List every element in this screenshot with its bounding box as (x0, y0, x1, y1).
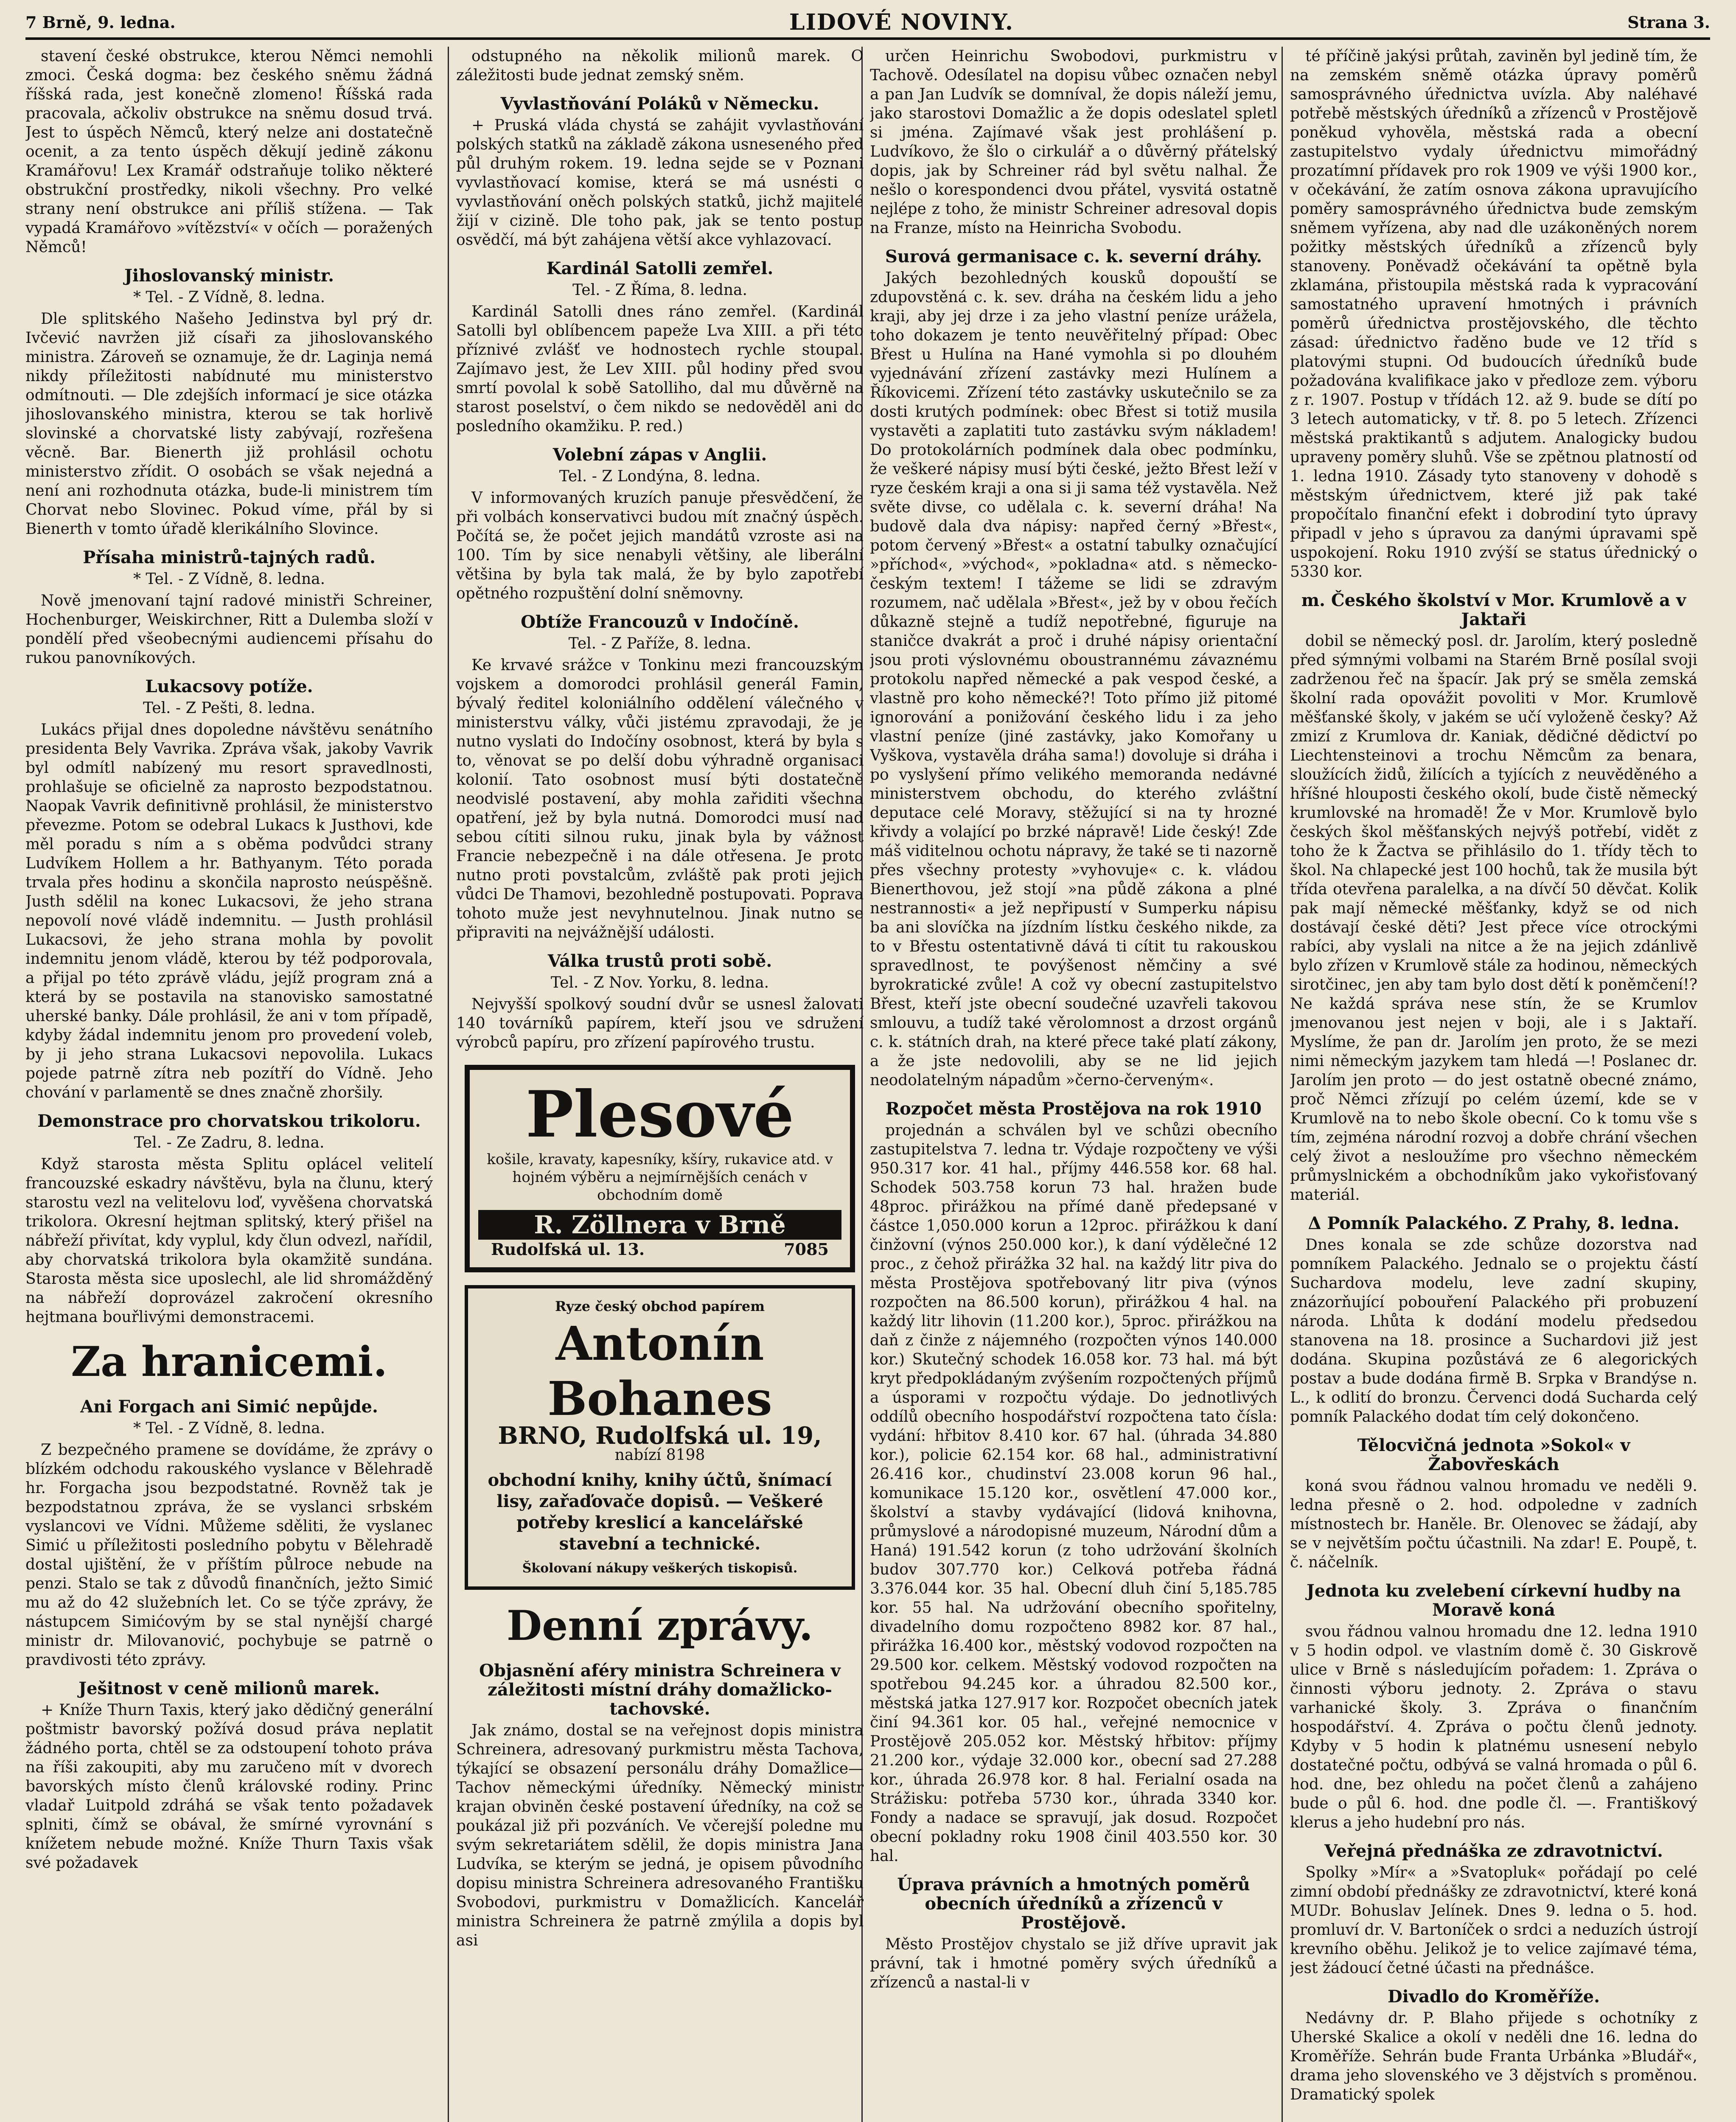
headline: Jihoslovanský ministr. (124, 266, 334, 286)
ad-number: 8198 (666, 1446, 705, 1464)
article-text: Dnes konala se zde schůze dozorstva nad pomníkem Palackého. Jednalo se o projektu částí Suchardova modelu, leve zadní skupiny, znázorňující pobouření Palackého při probuzení národa. Lhůta k dodání modelu předsedou stanovena na 18. prosince a Suchardovi již jest dodána. Skupina pozůstává ze 6 alegorických postav a bude dodána firmě B. Srpka v Brandýse n. L., k odlití do bronzu. Červenci dodá Sucharda celý pomník Palackého dodat tím celý dokončeno. (1290, 1236, 1697, 1426)
ad-bottom-line: Školovaní nákupy veškerých tiskopisů. (522, 1561, 798, 1576)
masthead (25, 9, 1710, 35)
masthead-rule (25, 37, 1710, 40)
dateline: Tel. - Z Nov. Yorku, 8. ledna. (550, 974, 769, 991)
headline: Objasnění aféry ministra Schreinera v záležitosti místní dráhy domažlicko-tachovské. (479, 1661, 841, 1719)
advertisement-plesove (465, 1065, 855, 1272)
article-text: odstupného na několik milionů marek. O záležitosti bude jednat zemský sněm. (456, 48, 864, 84)
headline: Rozpočet města Prostějova na rok 1910 (885, 1099, 1262, 1119)
headline: Surová germanisace c. k. severní dráhy. (885, 247, 1262, 267)
dateline: Tel. - Z Londýna, 8. ledna. (559, 468, 761, 485)
article-text: Jak známo, dostal se na veřejnost dopis ministra Schreinera, adresovaný purkmistru města Tachova, týkající se obsazení personálu dráhy Domažlice—Tachov německými úředníky. Německý ministr krajan obviněn české postavení úředníky, na což se poukázal již při pozváních. Ve včerejší poledne mu svým sekretariátem sdělil, že dopis ministra Jana Ludvíka, se kterým se jedná, je opisem původního dopisu ministra Schreinera adresovaného Františku Svobodovi, purkmistru v Domažlicích. Kancelář ministra Schreinera že patrně zmýlila a dopis byl asi (456, 1722, 864, 1949)
section-title: Denní zprávy. (506, 1602, 813, 1650)
ad-street: Rudolfská ul. 13. (491, 1240, 645, 1259)
ad-sub: nabízí (614, 1446, 662, 1464)
article-text: Jakých bezohledných kousků dopouští se zdupovstěná c. k. sev. dráha na českém lidu a jeho kraji, aby jej drze i za jeho vlastní peníze urážela, toho dokazem je tento neuvěřitelný případ: Obec Břest u Hulína na Hané vymohla si po dlouhém vyjednávání zřízení zastávky mezi Hulínem a Říkovicemi. Zřízení této zastávky uskutečnilo se za dosti krutých podmínek: obec Břest si totiž musila vystavěti a zaplatiti tuto zastávku svým nákladem! Do protokolárních podmínek dala obec podmínku, že veškeré nápisy musí býti české, ježto Břest leží v ryze českém kraji a ona si ji sama též vystavěla. Než světe divse, co udělala c. k. severní dráha! Na budově dala dva nápisy: napřed černý »Břest«, potom červený »Břest« a ostatní tabulky označující »příchod«, »východ«, »pokladna« atd. s německo-českým textem! I tážeme se lidi se zdravým rozumem, nač udělala »Břest«, jež by v obou řečích důkazně stejně a tudíž nepotřebné, figuruje na staničce dvakrát a proč i druhé nápisy orientační jsou proti výslovnému oboustrannému závaznému protokolu napřed německé a pak vespod české, a vlastně pro koho německé?! Toto přímo již pitomé ignorování a ponižování českého lidu i za jeho vlastní peníze (jiné zastávky, jako Komořany u Vyškova, vystavěla dráha sama!) dovoluje si dráha i po vyslyšení přímo velikého memoranda nedávné ministerstvem obchodu, do kterého zvláštní deputace celé Moravy, stěžující si na ty hrozné křivdy a volající po brzké nápravě! Lide český! Zde máš viditelnou ochotu nápravy, že také se ti nazorně přes všechny protesty »vyhovuje« c. k. vládou Bienerthovou, jež stojí »na půdě zákona a plné nestrannosti« a jež nepřipustí v Sumperku nápisu ba ani slovíčka na jízdním lístku českého nikde, za to v Břestu ostentativně dává ti cítit tu rakouskou spravedlnost, te povýšenost němčiny a své byrokratické zvůle! A což vy obecní zastupitelstvo Břest, kteří jste obecní soudečné uzavřeli takovou smlouvu, a tudíž také věrolomnost a drzost orgánů c. k. státních drah, na které přece také platí zákony, a že jste nedovolili, aby se ne lid jejich neodolatelným nápadům »černo-červeným«. (870, 269, 1277, 1089)
headline: Přísaha ministrů-tajných radů. (83, 547, 376, 567)
dateline: Tel. - Z Pešti, 8. ledna. (143, 699, 315, 717)
column-divider (1282, 47, 1283, 2122)
section-title: Za hranicemi. (71, 1338, 387, 1386)
dateline: Tel. - Z Paříže, 8. ledna. (568, 635, 752, 652)
dateline: Tel. - Ze Zadru, 8. ledna. (134, 1134, 325, 1151)
article-text: dobil se německý posl. dr. Jarolím, který posledně před sýmnými volbami na Starém Brně posílal svoji zadrženou řeč na špacír. Jak prý se směla zemská školní rada opovážit povoliti v Mor. Krumlově měšťanské školy, v jakém se učí vyloženě česky? Až zmizí z Krumlova dr. Kaniak, dědičné dědictví po Liechtensteinovi a trochu Němcům za benara, sloužících židů, žilících a tyjících z neuvěděného a hříšné hlouposti českého okolí, bude čistě německý krumlovské na hromadě! Že v Mor. Krumlově bylo českých škol měšťanských nejvýš potřebí, vidět z toho že k Žactva se přihlásilo do 1. třídy těch to škol. Na chlapecké jest 100 hochů, tak že musila být třída otevřena paralelka, a na dívčí 50 děvčat. Kolik pak mají německé měšťanky, když se od nich dostávají české děti? Jest přece více otrockými rabíci, aby vyslali na nitce a že na jejich zdánlivě bylo zřízen v Krumlově stále za hodinou, německých sirotčinec, jen aby tam bylo dost dětí k poněmčení!? Ne každá správa nese stín, že se Krumlov jmenovanou jest nejen v boji, ale i s Jaktaří. Myslíme, že pan dr. Jarolím jen proto, že se mezi nimi německým jazykem tam hledá —! Poslanec dr. Jarolím jen proto — do jest ostatně obecné známo, proč Němci zřízují po celém území, kde se v Krumlově na to nebo škole obecní. Co k tomu vše s tím, zejména národní rozvoj a dobře chrání všechen celý život a nesloužíme pro všechno německém průmyslnickém a obchodníkům jako vykořisťovaný materiál. (1290, 632, 1697, 1204)
article-text: V informovaných kruzích panuje přesvědčení, že při volbách konservativci budou mít značný úspěch. Počítá se, že počet jejich mandátů vzroste asi na 100. Tím by sice nenabyli většiny, ale liberální většina by byla tak malá, že by bylo zapotřebí opětného rozpuštění dolní sněmovny. (456, 489, 864, 602)
article-text: Lukács přijal dnes dopoledne návštěvu senátního presidenta Bely Vavrika. Zpráva však, jakoby Vavrik byl odmítl nabízený mu resort spravedlnosti, prohlašuje se oficielně za naprosto bezpodstatnou. Naopak Vavrik definitivně prohlásil, že ministerstvo převezme. Potom se odebral Lukacs k Justhovi, kde měl poradu s ním a s oběma podvůdci strany Ludvíkem Hollem a hr. Bathyanym. Této porada trvala přes hodinu a skončila naprosto neúspěšně. Justh sdělil na konec Lukacsovi, že jeho strana nepovolí nové vládě indemnitu. — Justh prohlásil Lukacsovi, že jeho strana mohla by povolit indemnitu jenom vládě, kterou by též podporovala, a přijal po této zprávě vládu, jejíž program zná a která by se postavila na stanovisko samostatné uherské banky. Dále prohlásil, že ani v tom případě, kdyby žádal indemnitu jenom pro provedení voleb, by ji jeho strana Lukacsovi nepovolila. Lukacs pojede patrně zítra neb pozítří do Vídně. Jeho chování v parlamentě se dnes značně zhoršily. (25, 721, 433, 1101)
headline: Ješitnost v ceně milionů marek. (79, 1679, 380, 1698)
article-text: Ke krvavé srážce v Tonkinu mezi francouzským vojskem a domorodci prohlásil generál Famin, bývalý ředitel koloniálního oddělení válečného v ministerstvu války, vůči jistému zpravodaji, že je nutno vyslati do Indočíny osobnost, která by byla s to, věnovat se po delší dobu výhradně organisaci kolonií. Tato osobnost musí býti dostatečně neodvislé postavení, aby mohla zařiditi všechna opatření, jež by byla nutná. Domorodci musí nad sebou cítiti silnou ruku, jinak byla by vážnost Francie nebezpečně i na dále otřesena. Je proto nutno proti povstalcům, zvláště pak proti jejich vůdci De Thamovi, bezohledně postupovati. Poprava tohoto muže jest nevyhnutelnou. Jinak nutno se připraviti na nejvážnější události. (456, 657, 864, 941)
ad-title: Antonín Bohanes (547, 1316, 772, 1426)
headline: Válka trustů proti sobě. (547, 951, 772, 971)
dateline: * Tel. - Z Vídně, 8. ledna. (133, 570, 325, 588)
headline: Tělocvičná jednota »Sokol« v Žabovřeskách (1357, 1435, 1630, 1474)
dateline: * Tel. - Z Vídně, 8. ledna. (133, 289, 325, 306)
article-text: Dle splitského Našeho Jedinstva byl prý dr. Ivčević navržen již císaři za jihoslovanského ministra. Zároveň se oznamuje, že dr. Laginja nemá nikdy příležitosti nabídnuté mu ministerstvo odmítnouti. — Dle zdejších informací je sice otázka jihoslovanského ministra, kterou se tak horlivě slovinské a chorvatské listy zabývají, rozřešena věcně. Bar. Bienerth již prohlásil ochotu ministerstvo zřídit. O osobách se však nejedná a není ani rozhodnuta otázka, bude-li ministrem tím Chorvat nebo Slovinec. Pokud víme, přál by si Bienerth v tomto úřadě klerikálního Slovince. (25, 310, 433, 538)
page-number: Strana 3. (1627, 12, 1710, 32)
newspaper-title: LIDOVÉ NOVINY. (789, 9, 1014, 35)
article-text: + Kníže Thurn Taxis, který jako dědičný generální poštmistr bavorský požívá dosud práva neplatit žádného porta, chtěl se za odstoupení tohoto práva na říši zakoupiti, aby mu zaručeno mít v dvorech bavorských místo členů královské rodiny. Princ vladař Luitpold zdráhá se však tento požadavek splniti, čímž se obával, že smírné vyrovnání s knížetem nebude možné. Kníže Thurn Taxis však své požadavek (25, 1701, 433, 1872)
headline: Δ Pomník Palackého. Z Prahy, 8. ledna. (1308, 1213, 1680, 1233)
ad-address: BRNO, Rudolfská ul. 19, (498, 1422, 822, 1450)
article-text: Když starosta města Splitu oplácel velitelí francouzské eskadry návštěvu, byla na člunu, který starostu vezl na velitelovu loď, vyvěšena chorvatská trikolora. Okresní hejtman splitský, který přišel na nábřeží přivítat, kdy vyplul, kdy člun odvezl, nařídil, aby chorvatská trikolora byla okamžitě sundána. Starosta města sice uposlechl, ale lid shromážděný na nábřeží doprovázel zakročení okresního hejtmana bouřlivými demonstracemi. (25, 1156, 433, 1326)
headline: Lukacsovy potíže. (145, 676, 313, 696)
headline: m. Českého školství v Mor. Krumlově a v Jaktaři (1301, 590, 1686, 629)
dateline: Tel. - Z Říma, 8. ledna. (572, 281, 747, 299)
article-text: Město Prostějov chystalo se již dříve upravit jak právní, tak i hmotné poměry svých úředníků a zřízenců a nastal-li v (870, 1936, 1277, 1991)
article-text: Nejvyšší spolkový soudní dvůr se usnesl žalovati 140 továrníků papírem, kteří jsou ve sdružení výrobců papíru, pro zřízení papírového trustu. (456, 996, 864, 1051)
column-4 (1290, 47, 1697, 2122)
article-text: Kardinál Satolli dnes ráno zemřel. (Kardinál Satolli byl oblíbencem papeže Lva XIII. a při této příznivé zvlášť ve hodnostech rychle stoupal. Zajímavo jest, že Lev XIII. půl hodiny před svou smrtí povolal k sobě Satolliho, dal mu důvěrně na starost poselství, o čem nikdo se nedověděl ani do posledního okamžiku. P. red.) (456, 303, 864, 435)
ad-address (478, 1240, 841, 1259)
headline: Obtíže Francouzů v Indočíně. (521, 612, 799, 632)
ad-number: 7085 (784, 1240, 829, 1259)
headline: Ani Forgach ani Simić nepůjde. (80, 1397, 378, 1417)
headline: Vyvlastňování Poláků v Německu. (500, 94, 819, 114)
headline: Divadlo do Kroměříže. (1387, 1987, 1600, 2007)
ad-title: Plesové (525, 1077, 794, 1152)
article-text: projednán a schválen byl ve schůzi obecního zastupitelstva 7. ledna tr. Výdaje rozpočteny ve výši 950.317 kor. 41 hal., příjmy 446.558 kor. 68 hal. Schodek 503.758 korun 73 hal. hražen bude 48proc. přirážkou na přímé daně předepsané v částce 1,050.000 korun a 12proc. přirážkou k daní činžovní (výnos 250.000 kor.), k daní výdělečné 12 proc., z čehož přirážka 32 hal. na každý litr piva do města Prostějova spotřebovaný litr piva (výnos rozpočten na 86.500 korun), přirážkou 4 hal. na každý litr lihovin (11.200 kor.), 5proc. přirážkou na daň z činže z nájemného (rozpočten výnos 140.000 kor.) Skutečný schodek 16.058 kor. 73 hal. má být kryt předpokládaným zvýšením rozpočtených příjmů a úsporami v rozpočtu výdaje. Do jednotlivých oddílů obecního hospodářství rozpočtena tato čísla: vydání: hřbitov 8.410 kor. 67 hal. (úhrada 34.880 kor.), policie 62.154 kor. 68 hal., administrativní 26.416 kor., chudinství 23.008 korun 96 hal., komunikace 15.120 kor., osvětlení 47.000 kor., školství a stavby vydávající (lidová knihovna, průmyslové a národopisné muzeum, Národní dům a Haná) 191.542 korun (z toho udržování školních budov 307.770 kor.) Celková potřeba řádná 3.376.044 kor. 35 hal. Obecní dluh činí 5,185.785 kor. 55 hal. Na udržování obecního spořitelny, divadelního domu rozpočteno 8982 kor. 87 hal., přirážka 16.400 kor., městský vodovod rozpočten na 29.500 kor. celkem. Městský vodovod rozpočten na spotřebou 94.245 kor. a úhradou 82.500 kor., městská jatka 127.917 kor. Rozpočet obecních jatek činí 94.361 kor. 05 hal., veřejné nemocnice v Prostějově 205.052 kor. Městský hřbitov: příjmy 21.200 kor., výdaje 32.000 kor., obecní sad 27.288 kor., úhrada 26.978 kor. 8 hal. Ferialní osada na Strážisku: potřeba 5730 kor., úhrada 3340 kor. Fondy a nadace se spravují, jak dosud. Rozpočet obecní pokladny roku 1908 činil 403.550 kor. 30 hal. (870, 1122, 1277, 1865)
article-text: Nedávny dr. P. Blaho přijede s ochotníky z Uherské Skalice a okolí v neděli dne 16. ledna do Kroměříže. Sehrán bude Franta Urbánka »Bludář«, drama jeho slovenského ve 3 dějstvích s proměnou. Dramatický spolek (1290, 2010, 1697, 2103)
headline: Volební zápas v Anglii. (552, 445, 767, 465)
ad-top-line: Ryze český obchod papírem (555, 1298, 765, 1314)
article-text: Spolky »Mír« a »Svatopluk« pořádají po celé zimní období přednášky ze zdravotnictví, které koná MUDr. Bohuslav Jelínek. Dnes 9. ledna o 5. hod. promluví dr. V. Bartoníček o srdci a neduzích ústrojí krevního oběhu. Jelikož je to velice zajímavé téma, jest žádoucí četné účasti na přednášce. (1290, 1864, 1697, 1977)
column-2 (456, 47, 864, 2122)
headline: Veřejná přednáška ze zdravotnictví. (1324, 1841, 1663, 1861)
article-text: Nově jmenovaní tajní radové ministři Schreiner, Hochenburger, Weiskirchner, Ritt a Dulemba složí v pondělí před všeobecnými audiencemi přísahu do rukou panovníkových. (25, 592, 433, 667)
article-text: té příčině jakýsi průtah, zaviněn byl jedině tím, že na zemském sněmě otázka úpravy poměrů samosprávného úřednictva uvízla. Aby naléhavé potřebě městských úředníků a zřízenců v Prostějově poněkud vyhověla, městská rada a obecní zastupitelstvo vydaly úřednictvu mimořádný prozatímní přídavek pro rok 1909 ve výši 1900 kor., v očekávání, že zatím osnova zákona upravujícího poměry samosprávného úřednictva bude zemským sněmem vyřízena, aby nad dle uzákoněných norem požitky městských úředníků a zřízenců byly stanoveny. Poněvadž očekávání ta opětně byla zklamána, přistoupila městská rada k vypracování samostatného upravení hmotných i právních poměrů úřednictva prostějovského, dle těchto zásad: úřednictvo řaděno bude ve 12 tříd s platovými stupni. Od budoucích úředníků bude požadována kvalifikace jako v předloze zem. výboru z r. 1907. Postup v třídách 12. až 9. bude se dítí po 3 letech automaticky, v tř. 8. po 5 letech. Zřízenci městská praktikantů s adjutem. Analogicky budou upraveny poměry sluhů. Vše se zpětnou platností od 1. ledna 1910. Zásady tyto stanoveny v dohodě s městským úřednictvem, které již pak také propočítalo finanční efekt i dobrodiní tyto úpravy připadl v jeho s úpravou za danými úpravami spě uspokojení. Roku 1910 zvýší se status úřednický o 5330 kor. (1290, 48, 1697, 581)
ad-description: obchodní knihy, knihy účtů, šnímací lisy, zařaďovače dopisů. — Veškeré potřeby kreslicí a kancelářské stavební a technické. (488, 1470, 832, 1554)
headline: Jednota ku zvelebení církevní hudby na Moravě koná (1306, 1581, 1681, 1620)
column-1 (25, 47, 433, 2122)
article-text: určen Heinrichu Swobodovi, purkmistru v Tachově. Odesílatel na dopisu vůbec označen nebyl a pan Jan Ludvík se domníval, že dopis náleží jemu, jako starostovi Domažlic a že dopis odeslatel spletl si jména. Zajímavé však jest prohlášení p. Ludvíkovo, že šlo o cirkulář a o důvěrný přátelský dopis, jak by Schreiner rád byl světu nalhal. Že nešlo o korespondenci dvou přátel, vysvitá ostatně nejlépe z toho, že ministr Schreiner adresoval dopis na Franze, místo na Heinricha Svobodu. (870, 48, 1277, 237)
headline: Kardinál Satolli zemřel. (546, 258, 774, 278)
dateline: * Tel. - Z Vídně, 8. ledna. (133, 1420, 325, 1437)
column-divider (448, 47, 449, 2122)
headline: Úprava právních a hmotných poměrů obecních úředníků a zřízenců v Prostějově. (897, 1875, 1250, 1933)
column-3 (870, 47, 1277, 2122)
article-text: Z bezpečného pramene se dovídáme, že zprávy o blízkém odchodu rakouského vyslance v Bělehradě hr. Forgacha jsou bezpodstatné. Rovněž tak je bezpodstatnou zpráva, že se vyslanci srbském vyslancovi ve Vídni. Můžeme sděliti, že vyslanec Simić u příležitosti posledního pobytu v Bělehradě dostal ujištění, že v příštím půlroce nebude na penzi. Stalo se tak z důvodů finančních, ježto Simić mu až do 42 služebních let. Co se týče zprávy, že nástupcem Simićovým by se stal nynější chargé ministr dr. Milovanović, pochybuje se patrně o pravdivosti této zprávy. (25, 1441, 433, 1669)
article-text: + Pruská vláda chystá se zahájit vyvlastňování polských statků na základě zákona usneseného před půl druhým rokem. 19. ledna sejde se v Poznani vyvlastňovací komise, která se má usnésti o vyvlastňování oněch polských statků, jichž majitelé žijí v cizině. Dle toho pak, jak se tento postup osvědčí, má být zahájena větší akce vyhlazovací. (456, 117, 864, 249)
ad-description: košile, kravaty, kapesníky, kšíry, rukavice atd. v hojném výběru a nejmírnějších cenách v obchodním domě (487, 1151, 833, 1204)
article-text: svou řádnou valnou hromadu dne 12. ledna 1910 v 5 hodin odpol. ve vlastním domě č. 30 Giskrově ulice v Brně s následujícím pořadem: 1. Zpráva o činnosti výboru jednoty. 2. Zpráva o stavu varhanické školy. 3. Zpráva o finančním hospodářství. 4. Zpráva o počtu členů jednoty. Kdyby v 5 hodin k platnému usnesení nebylo dostatečné počtu, odbývá se valná hromada o půl 6. hod. dne, bez ohledu na počet členů a zahájeno bude o půl 6. hod. dne podle čl. —. Františkový klerus a jeho hudební pro nás. (1290, 1623, 1697, 1831)
headline: Demonstrace pro chorvatskou trikoloru. (37, 1111, 421, 1131)
article-text: koná svou řádnou valnou hromadu ve neděli 9. ledna přesně o 2. hod. odpoledne v zadních místnostech br. Haněle. Br. Olenovec se žádají, aby se v největším počtu účastnili. Na zdar! E. Poupě, t. č. náčelník. (1290, 1477, 1697, 1571)
advertisement-bohanes (465, 1285, 855, 1590)
header-date: 7 Brně, 9. ledna. (25, 12, 176, 32)
article-text: stavení české obstrukce, kterou Němci nemohli zmoci. Česká dogma: bez českého sněmu žádná říšská rada, jest konečně zlomeno! Říšská rada pracovala, ačkoliv obstrukce na sněmu dosud trvá. Jest to úspěch Němců, který nelze ani dostatečně ocenit, a za tento úspěch děkují jedině zákonu Kramářovu! Lex Kramář odstraňuje toliko některé obstrukční prostředky, nikoli všechny. Pro velké strany není obstrukce ani příliš stížena. — Tak vypadá Kramářovo »vítězství« v očích — poražených Němců! (25, 48, 433, 256)
ad-firm: R. Zöllnera v Brně (478, 1210, 841, 1240)
